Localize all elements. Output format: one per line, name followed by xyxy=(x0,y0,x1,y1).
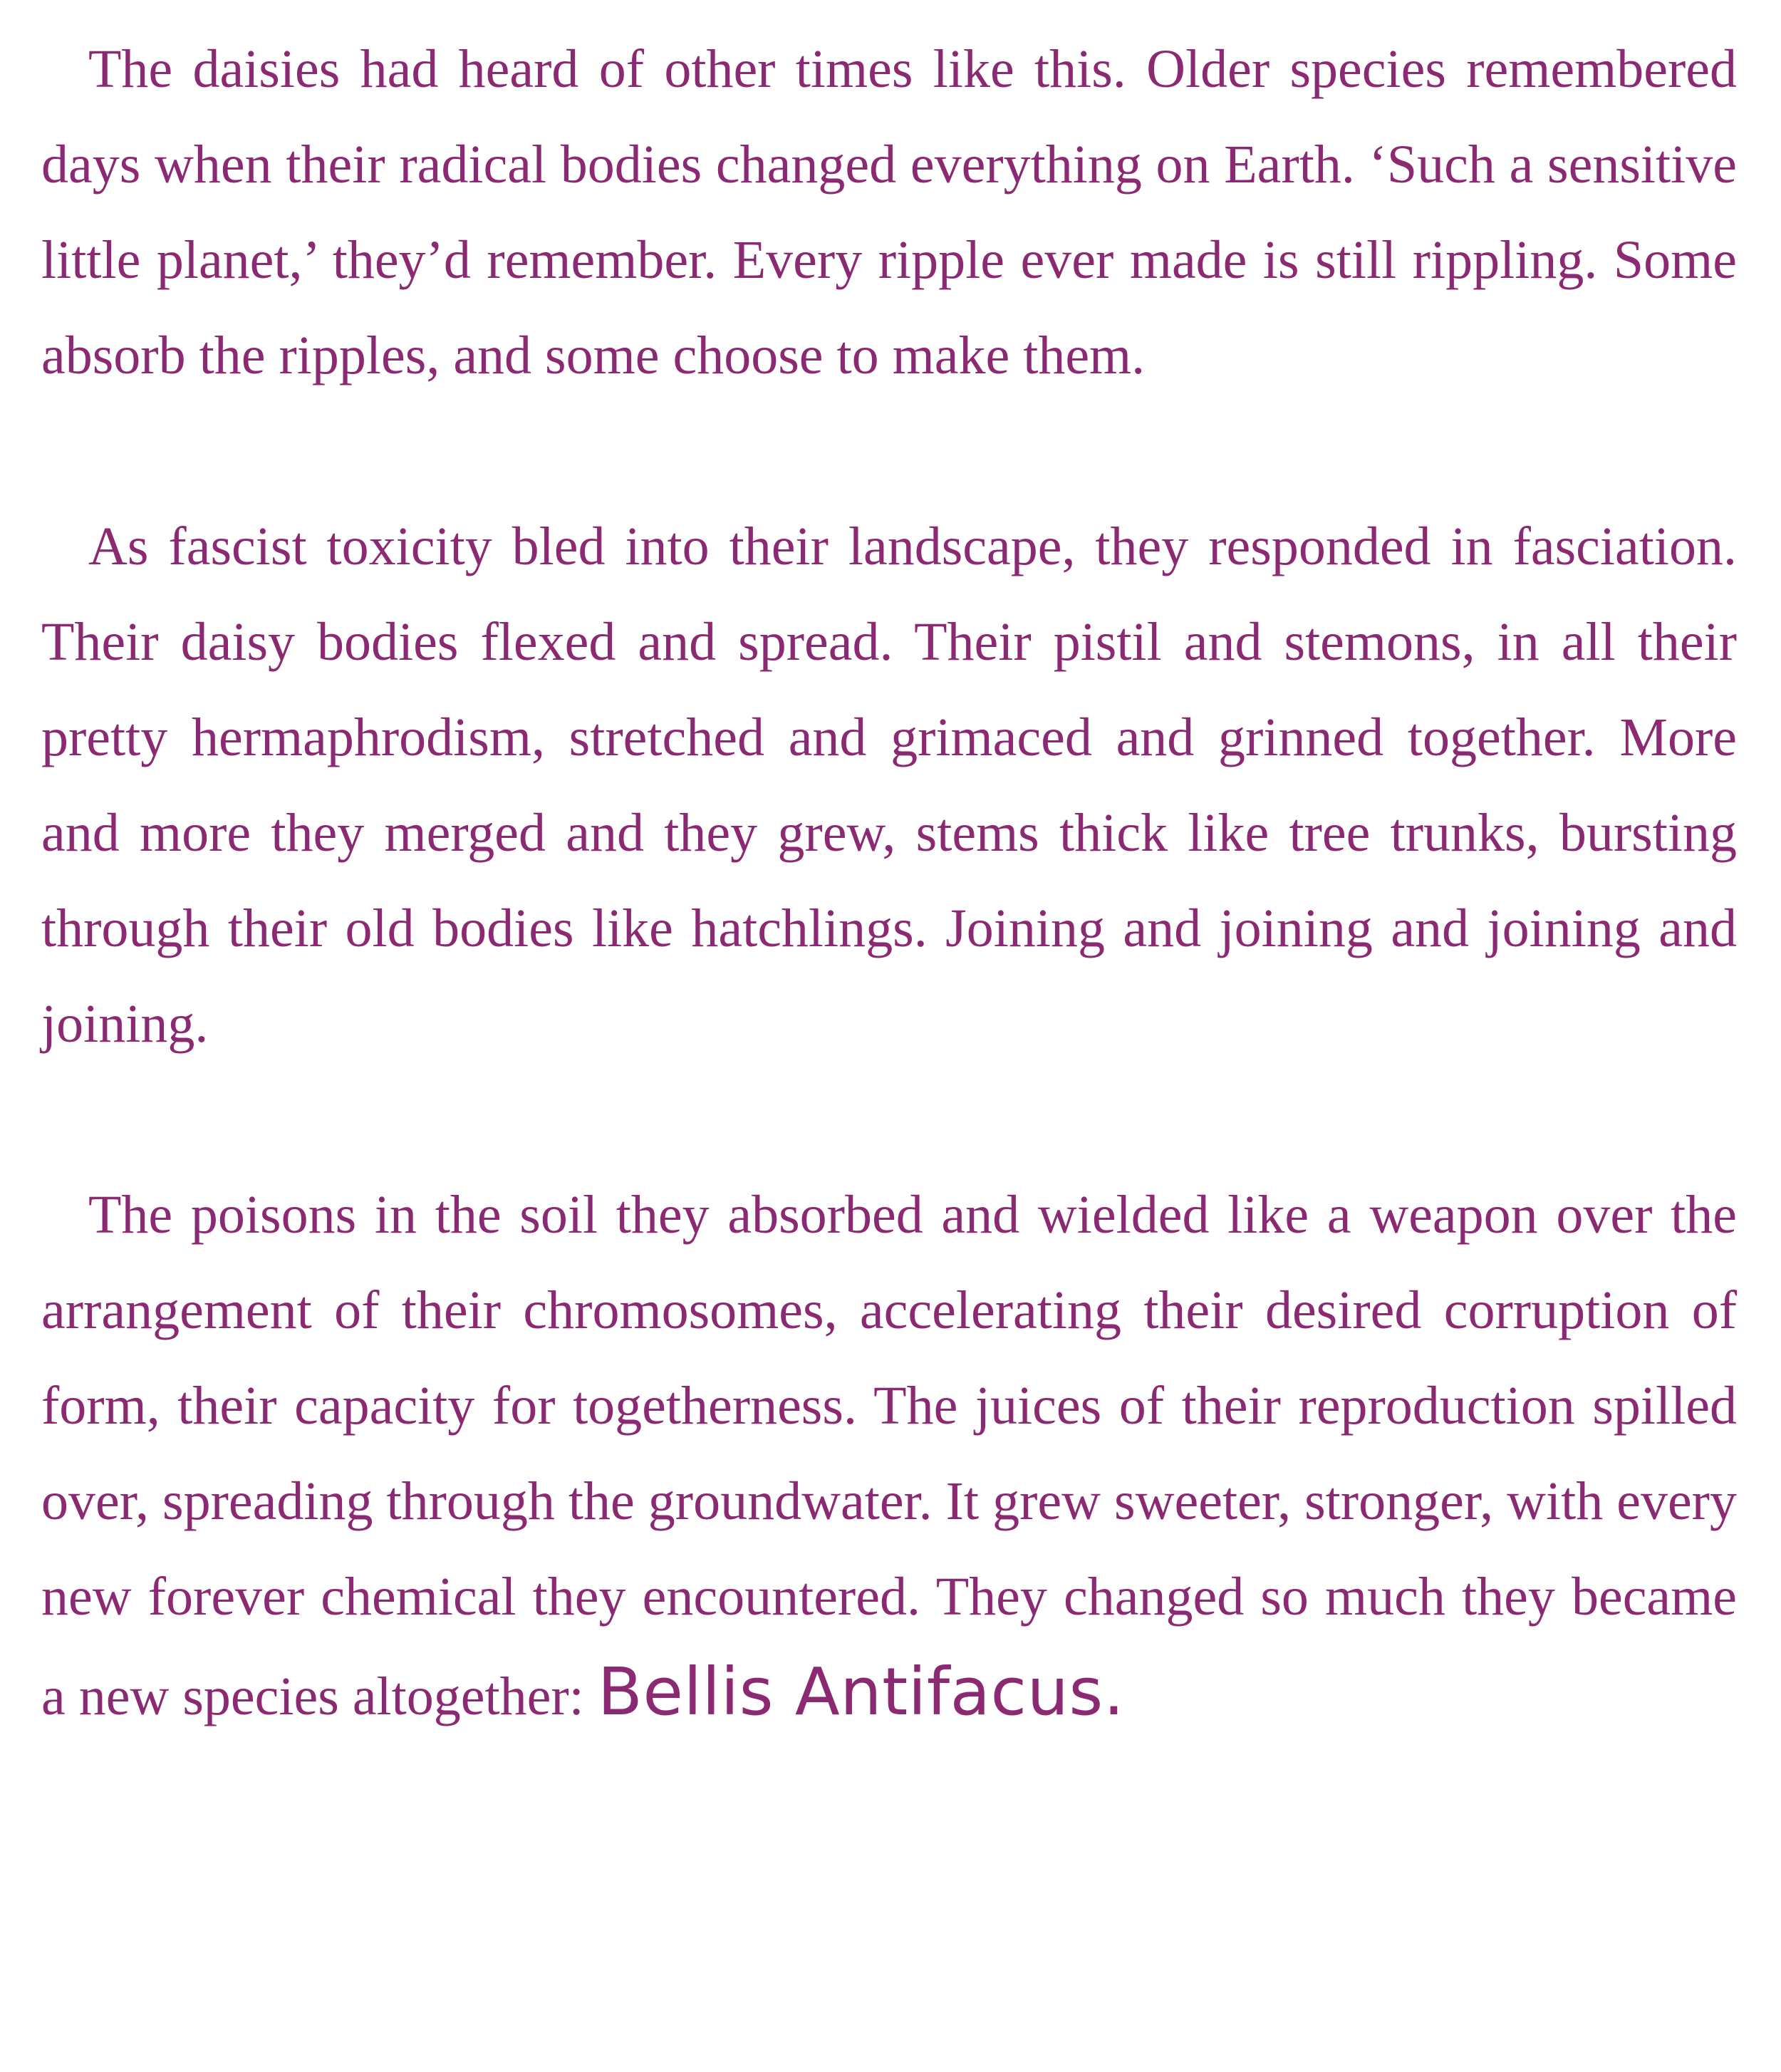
paragraph-1: The daisies had heard of other times like this. Older species remembered days when their radical bodies changed everything on Earth. ‘Such a sensitive little planet,’ they’d remember. Every ripple ever made is still rippling. Some absorb the ripples, and some choose to make them. xyxy=(41,39,1737,385)
paragraph-2: As fascist toxicity bled into their landscape, they responded in fasciation. Their daisy bodies flexed and spread. Their pistil and stemons, in all their pretty hermaphrodism, stretched and grimaced and grinned together. More and more they merged and they grew, stems thick like tree trunks, bursting through their old bodies like hatchlings. Joining and joining and joining and joining. xyxy=(41,517,1737,1054)
paragraph-3-text: The poisons in the soil they absorbed and wielded like a weapon over the arrangement of their chromosomes, accelerating their desired corruption of form, their capacity for togetherness. The juices of their reproduction spilled over, spreading through the groundwater. It grew sweeter, stronger, with every new forever chemical they encountered. They changed so much they became a new species altogether: xyxy=(41,1185,1737,1726)
text-page xyxy=(41,21,1737,1744)
species-name: Bellis Antifacus. xyxy=(597,1654,1125,1730)
paragraph-3 xyxy=(41,1167,1737,1744)
